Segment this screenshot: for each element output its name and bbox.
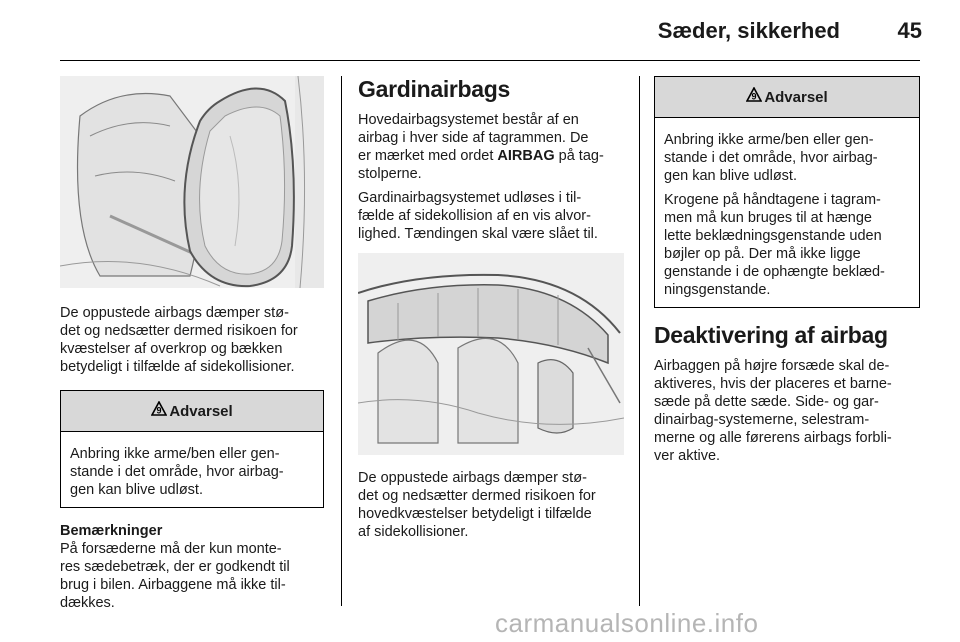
left-warning-title: Advarsel bbox=[169, 402, 233, 420]
right-para: Airbaggen på højre forsæde skal de- aktiveres, hvis der placeres et barne- sæde på dette sæde. Side- og gar- dinairbag-systemerne, selestram- merne og alle førerens airbags forbli- ver aktive. bbox=[654, 358, 892, 464]
right-warning-title: Advarsel bbox=[764, 88, 828, 106]
column-divider-2 bbox=[639, 76, 640, 606]
watermark: carmanualsonline.info bbox=[495, 608, 759, 638]
page-header bbox=[0, 18, 960, 48]
section-title: Sæder, sikkerhed bbox=[657, 18, 840, 43]
header-divider bbox=[60, 60, 920, 61]
svg-text:9: 9 bbox=[751, 91, 757, 102]
right-warning-box bbox=[654, 76, 920, 308]
left-warning-header bbox=[61, 391, 323, 432]
left-caption: De oppustede airbags dæmper stø- det og nedsætter dermed risikoen for kvæstelser af overkrop og bækken betydeligt i tilfælde af sidekollisioner. bbox=[60, 305, 298, 375]
middle-column bbox=[358, 76, 624, 541]
curtain-airbag-illustration bbox=[358, 253, 624, 455]
left-note: Bemærkninger På forsæderne må der kun monte- res sædebetræk, der er godkendt til brug i bilen. Airbaggene må ikke til- dækkes. bbox=[60, 523, 290, 611]
left-column bbox=[60, 76, 324, 612]
left-warning-body: Anbring ikke arme/ben eller gen- stande i det område, hvor airbag- gen kan blive udløst. bbox=[70, 446, 284, 498]
column-divider-1 bbox=[341, 76, 342, 606]
heading-gardinairbags: Gardinairbags bbox=[358, 76, 511, 102]
side-airbag-illustration bbox=[60, 76, 324, 288]
warning-triangle-icon bbox=[151, 401, 167, 421]
middle-para-2: Gardinairbagsystemet udløses i til- fælde af sidekollision af en vis alvor- lighed. Tændingen skal være slået til. bbox=[358, 190, 598, 242]
middle-para-1: Hovedairbagsystemet består af en airbag i hver side af tagrammen. De er mærket med ordet AIRBAG på tag- stolperne. bbox=[358, 112, 604, 182]
note-title: Bemærkninger bbox=[60, 523, 163, 539]
left-warning-box bbox=[60, 390, 324, 508]
page-number: 45 bbox=[897, 18, 922, 43]
svg-text:9: 9 bbox=[156, 405, 162, 416]
right-warning-body: Anbring ikke arme/ben eller gen- stande i det område, hvor airbag- gen kan blive udløst. Krogene på håndtagene i tagram- men må kun bruges til at hænge lette beklædningsgenstande uden bøjler op på. Der må ikke ligge genstande i de ophængte beklæd- ningsgenstande. bbox=[664, 132, 885, 298]
middle-caption: De oppustede airbags dæmper stø- det og nedsætter dermed risikoen for hovedkvæstelser betydeligt i tilfælde af sidekollisioner. bbox=[358, 470, 596, 540]
right-column bbox=[654, 76, 920, 465]
heading-deaktivering: Deaktivering af airbag bbox=[654, 322, 888, 348]
right-warning-header bbox=[655, 77, 919, 118]
warning-triangle-icon bbox=[746, 87, 762, 107]
